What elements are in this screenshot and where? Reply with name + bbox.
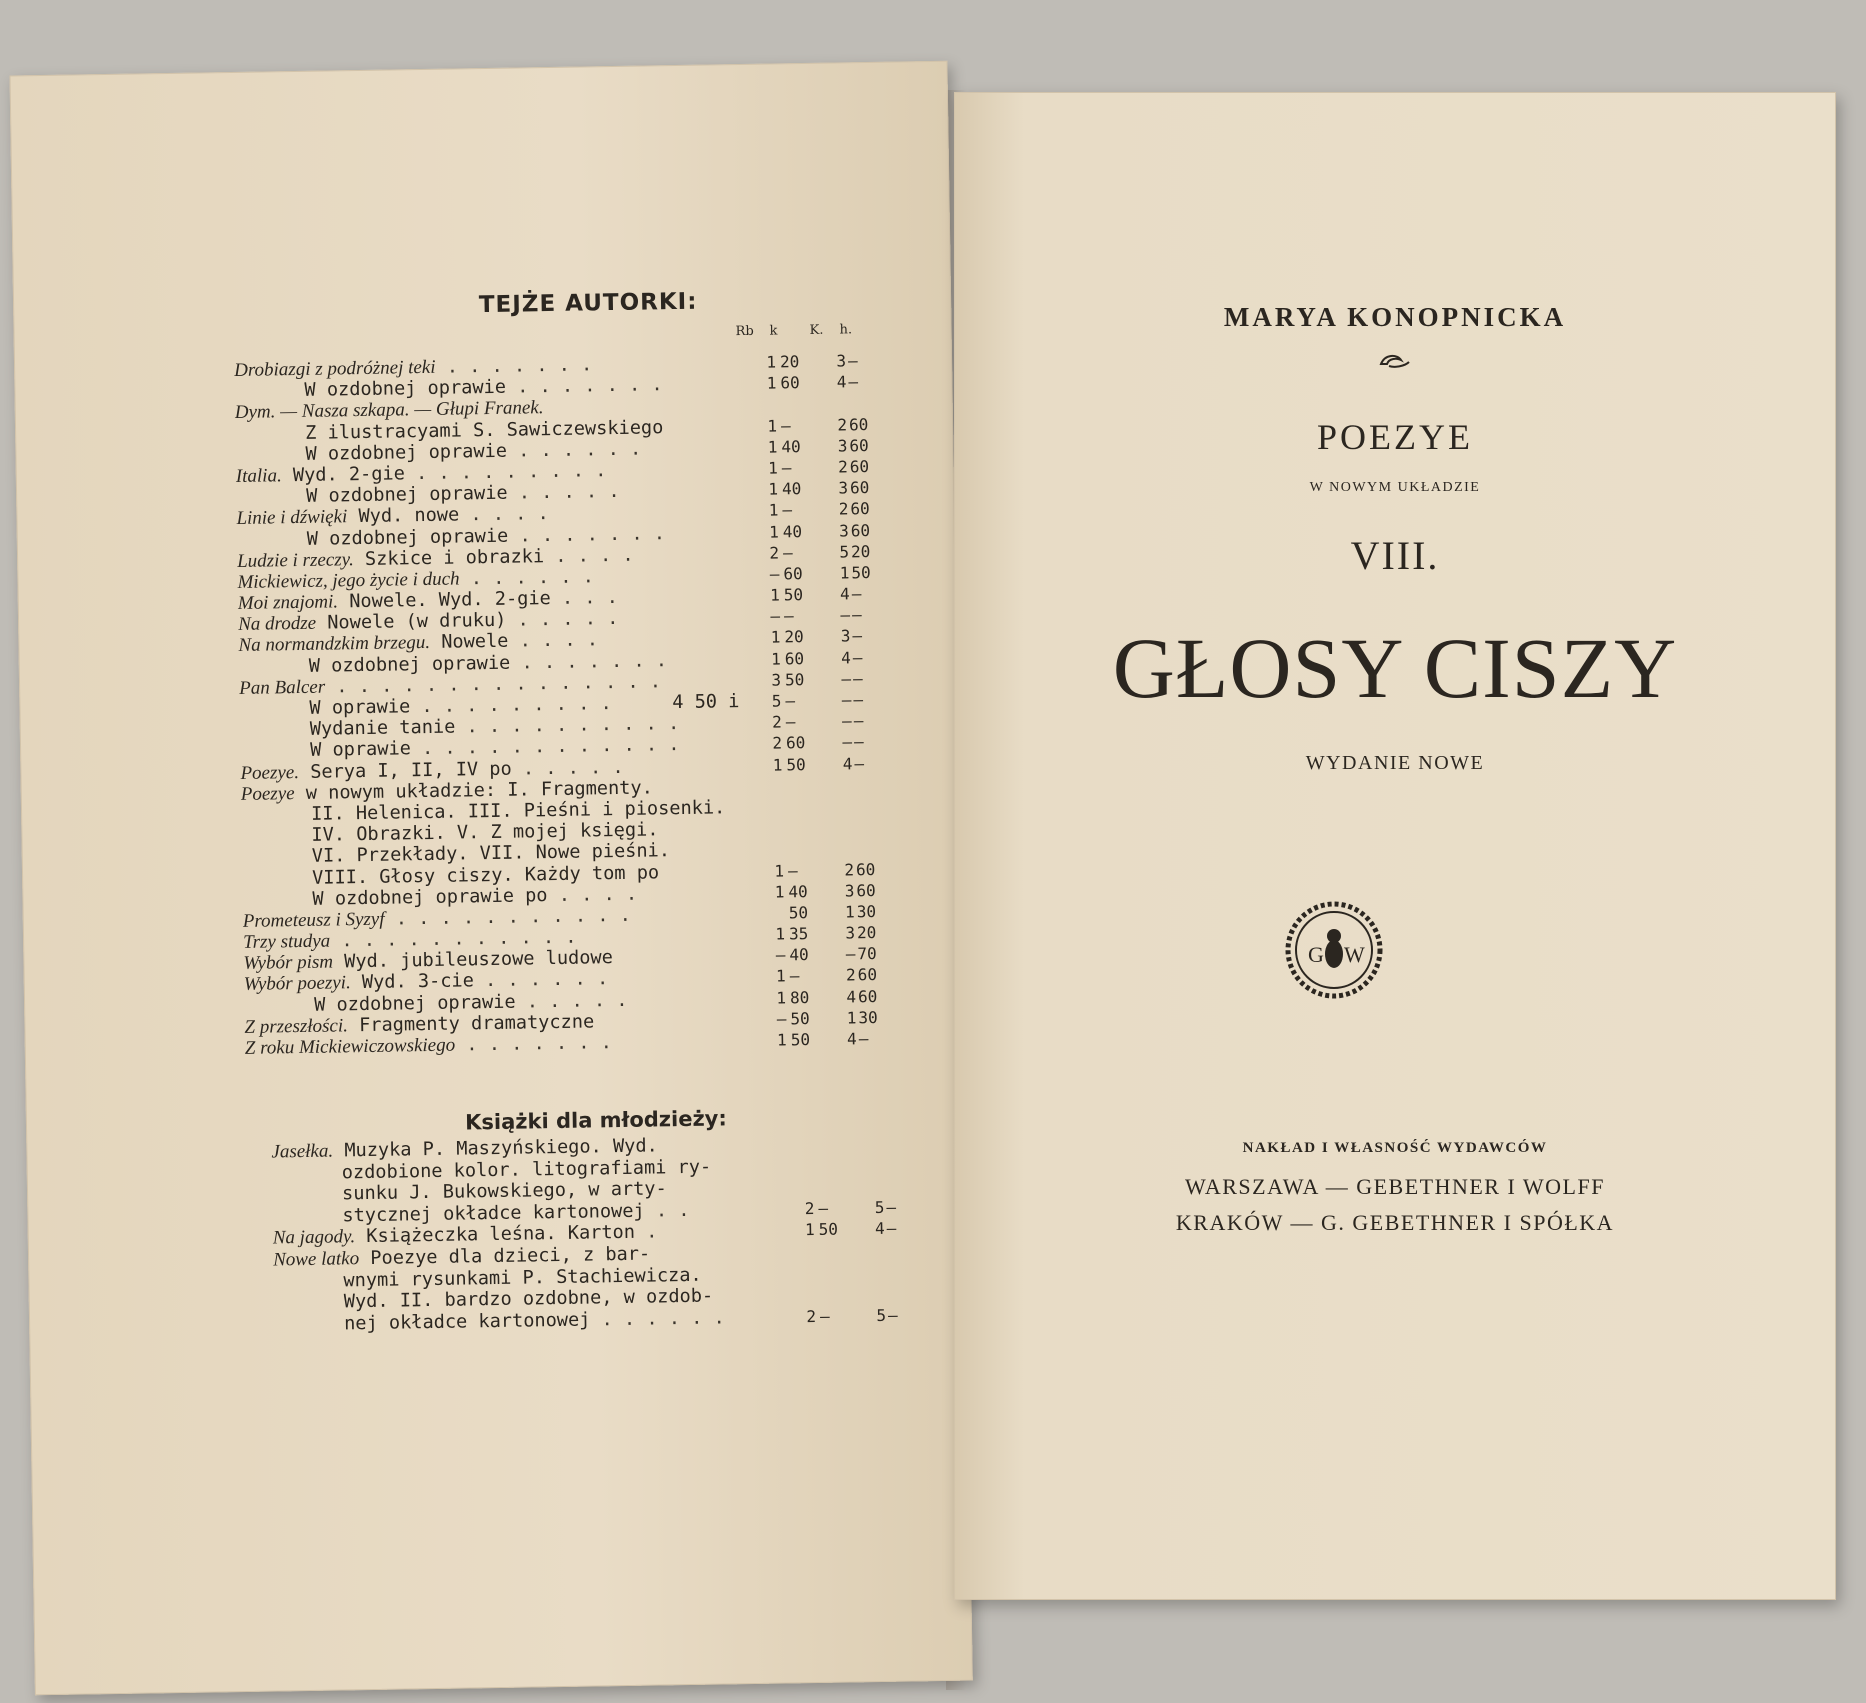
price-k-upper: — [841,669,852,689]
price-k: 20 [784,627,804,647]
price-k-upper: 4 [846,1029,857,1049]
entry-title: Wybór pism Wyd. jubileuszowe ludowe [243,947,614,975]
price-k-upper: 3 [838,478,849,498]
price-k-upper: 5 [874,1197,885,1217]
entry-title: VIII. Głosy ciszy. Każdy tom po [311,861,660,889]
price-h: 60 [849,456,870,477]
price-k: 50 [783,585,804,605]
price-k-upper: 1 [839,563,850,583]
entry-title: Poezye. Serya I, II, IV po . . . . . [240,756,624,784]
price-h: — [853,732,864,752]
entry-title: Poezye w nowym układzie: I. Fragmenty. [240,777,653,805]
volume-number: VIII. [1350,533,1440,578]
price-rb: 1 [769,585,780,605]
ornament-icon [954,350,1836,378]
price-rb: 1 [770,627,781,648]
price-k-upper: 3 [845,923,856,943]
price-h: 60 [857,986,878,1006]
price-k: 40 [788,881,808,902]
price-k-upper: 4 [839,584,850,604]
price-h: — [852,647,863,667]
price-h: 20 [850,541,871,562]
price-k: — [782,542,793,563]
price-h: — [851,605,862,625]
price-h: — [886,1197,897,1217]
price-rb: 2 [772,733,783,753]
price-h: 60 [856,880,876,900]
publisher-warsaw: WARSZAWA — GEBETHNER I WOLFF [1185,1174,1605,1199]
price-rb: — [776,1009,787,1029]
right-page [954,92,1836,1600]
price-k-upper: 2 [845,965,856,985]
entry-title: W ozdobnej oprawie . . . . . . . [304,374,663,402]
price-k: 50 [818,1219,839,1240]
price-rb: 1 [770,649,781,669]
price-k: 40 [789,945,809,965]
entry-title: W ozdobnej oprawie . . . . . [313,989,628,1016]
price-k-upper: — [841,711,852,731]
price-rb: 1 [772,754,783,775]
logo-letter-g: G [1308,942,1324,967]
price-rb: 1 [776,1030,787,1050]
price-rb: 1 [804,1220,815,1240]
price-k-upper: 2 [844,859,855,879]
entry-title: Trzy studya . . . . . . . . . . . [242,926,577,953]
entry-title: Z ilustracyami S. Sawiczewskiego [304,416,664,444]
entry-title: W oprawie . . . . . . . . . [309,693,612,719]
entry-title: Wyd. II. bardzo ozdobne, w ozdob- [343,1285,714,1313]
price-k-upper: 3 [838,520,849,541]
price-h: — [851,584,862,604]
price-k: 20 [779,352,800,372]
entry-title: wnymi rysunkami P. Stachiewicza. [343,1264,702,1291]
entry-title: Z roku Mickiewiczowskiego . . . . . . . [244,1032,613,1059]
price-h: 20 [856,923,877,943]
price-k-upper: 2 [837,457,848,477]
entry-title: W ozdobnej oprawie po . . . . [312,883,638,910]
price-h: 30 [858,1007,878,1028]
column-header-K: K. [809,322,824,338]
price-h: — [887,1305,898,1325]
price-k-upper: 3 [840,626,851,646]
price-k: 40 [782,521,803,541]
price-k: 60 [783,563,803,584]
price-h: — [858,1029,869,1049]
entry-title: Drobiazgi z podróżnej teki . . . . . . . [233,354,593,381]
price-h: — [853,711,864,731]
entry-title: Linie i dźwięki Wyd. nowe . . . . [236,503,549,530]
price-rb: 5 [771,691,782,711]
price-k: — [818,1198,829,1218]
price-k: 60 [784,648,805,668]
column-header-k: k [769,323,778,339]
entry-title: Mickiewicz, jego życie i duch . . . . . . [237,566,595,593]
price-k-upper: 1 [846,1008,857,1028]
price-k: — [785,712,796,732]
entry-title: Ludzie i rzeczy. Szkice i obrazki . . . . [236,544,634,572]
entry-title: W ozdobnej oprawie . . . . . . . [308,649,668,677]
price-k: — [785,691,796,711]
price-h: 60 [849,435,869,456]
price-rb: 1 [767,416,778,436]
price-k-upper: 3 [837,436,848,456]
price-h: 60 [850,520,871,540]
left-page [9,61,972,1696]
price-rb: 1 [768,521,779,542]
entry-title: Na jagody. Książeczka leśna. Karton . [272,1221,658,1249]
price-rb: 2 [771,712,782,732]
price-h: 70 [857,944,877,964]
price-rb: 2 [806,1306,817,1326]
price-k: 40 [781,436,801,457]
price-k: 50 [786,754,806,774]
edition-label: WYDANIE NOWE [1305,752,1485,774]
price-k: — [780,415,791,435]
price-k-upper: 4 [840,647,851,668]
publisher-krakow: KRAKÓW — G. GEBETHNER I SPÓŁKA [1175,1210,1615,1235]
entry-title: Jasełka. Muzyka P. Maszyńskiego. Wyd. [271,1135,658,1163]
youth-catalog-list [271,1131,914,1335]
publisher-logo-icon [1284,900,1384,1000]
price-h: 60 [855,859,876,879]
price-k-upper: 2 [837,414,848,435]
publisher-note: NAKŁAD I WŁASNOŚĆ WYDAWCÓW [1242,1140,1548,1156]
price-k-upper: 3 [844,880,855,901]
entry-title: ozdobione kolor. litografiami ry- [341,1156,712,1183]
price-h: 60 [848,414,869,434]
entry-title: Z przeszłości. Fragmenty dramatyczne [244,1011,595,1038]
price-rb: 2 [769,543,780,563]
price-k: 60 [785,733,806,753]
price-k-upper: 4 [836,372,847,392]
price-k: — [782,500,793,520]
price-rb: 1 [775,924,786,944]
price-h: 60 [850,499,870,519]
entry-title: Nowe latko Poezye dla dzieci, z bar- [272,1243,651,1271]
price-k-upper: 2 [838,499,849,519]
price-k: 80 [789,987,810,1007]
price-k: — [789,966,800,986]
price-h: 30 [856,901,877,922]
entry-title: II. Helenica. III. Pieśni i piosenki. [310,797,726,825]
price-rb: 1 [774,860,785,881]
price-k-upper: 3 [836,351,847,371]
price-h: — [848,372,859,392]
price-h: — [853,690,864,710]
entry-title: W ozdobnej oprawie . . . . . [305,481,620,507]
entry-title: IV. Obrazki. V. Z mojej księgi. [311,819,659,846]
price-rb: 1 [775,966,786,986]
price-k: 50 [784,669,805,690]
logo-letter-w: W [1344,942,1365,967]
column-header-h: h. [839,322,853,338]
entry-title: Wydanie tanie . . . . . . . . . . [309,713,680,741]
entry-title: Moi znajomi. Nowele. Wyd. 2-gie . . . [237,587,619,615]
price-h: — [852,626,863,646]
youth-heading: Książki dla młodzieży: [464,1106,727,1135]
series-title: POEZYE [1317,417,1473,457]
column-header-rb: Rb [735,323,754,340]
price-k: — [783,606,794,626]
entry-extra-price: 4 50 i [672,691,740,714]
entry-title: W ozdobnej oprawie . . . . . . [305,438,642,465]
entry-title: Na drodze Nowele (w druku) . . . . . [237,608,619,636]
price-k: 60 [780,373,800,393]
entry-title: W ozdobnej oprawie . . . . . . . [306,522,666,550]
price-k-upper: — [840,605,851,625]
price-h: — [854,753,865,773]
series-subtitle: W NOWYM UKŁADZIE [1309,480,1481,495]
entry-title: Wybór poezyi. Wyd. 3-cie . . . . . . [243,968,609,996]
entry-title: VI. Przekłady. VII. Nowe pieśni. [311,840,671,868]
entry-title: W oprawie . . . . . . . . . . . . [309,734,680,762]
entry-title: Pan Balcer . . . . . . . . . . . . . . . [238,671,662,699]
price-h: — [847,351,858,371]
price-rb: 1 [766,352,777,372]
price-rb: 1 [774,882,785,902]
entry-title: Dym. — Nasza szkapa. — Głupi Franek. [234,397,544,424]
price-k: 35 [788,924,809,944]
price-rb: — [775,945,786,965]
entry-title: nej okładce kartonowej . . . . . . [343,1307,725,1335]
entry-title: Prometeusz i Syzyf . . . . . . . . . . . [242,904,631,932]
price-k-upper: 4 [846,986,857,1007]
price-k: 50 [788,902,809,923]
price-k: — [819,1306,830,1326]
price-k-upper: — [841,690,852,710]
price-k-upper: 4 [842,753,853,774]
price-rb: — [769,564,780,584]
price-rb: 1 [768,479,779,499]
price-rb: 2 [804,1198,815,1218]
price-k-upper: 5 [876,1305,887,1325]
price-k: — [787,860,798,880]
price-rb: 1 [767,458,778,478]
entry-title: Italia. Wyd. 2-gie . . . . . . . . . [235,460,607,487]
price-k: 50 [790,1008,810,1029]
author-name: MARYA KONOPNICKA [1223,302,1567,332]
price-h: — [886,1219,897,1239]
price-h: 60 [849,478,870,498]
price-k-upper: 1 [844,902,855,922]
price-rb: 1 [768,500,779,520]
entry-title: stycznej okładce kartonowej . . [342,1199,690,1227]
price-k-upper: 4 [874,1219,885,1239]
book-title: GŁOSY CISZY [1112,620,1678,716]
price-k-upper: — [845,944,856,964]
entry-title: sunku J. Bukowskiego, w arty- [341,1178,667,1205]
price-rb: — [770,606,781,626]
price-k: 40 [781,479,802,499]
price-rb: 1 [776,988,787,1008]
price-k-upper: — [842,732,853,752]
price-rb: 3 [771,670,782,690]
price-k: 50 [790,1030,811,1050]
price-rb: 1 [767,437,778,457]
price-h: 60 [857,965,878,985]
price-k-upper: 5 [839,542,850,562]
price-k: — [781,458,792,478]
price-h: — [852,668,863,689]
catalog-heading: TEJŻE AUTORKI: [478,288,698,319]
price-rb: 1 [766,373,777,393]
catalog-list [234,350,905,1059]
price-h: 50 [851,562,871,583]
entry-title: Na normandzkim brzegu. Nowele . . . . [238,629,599,657]
